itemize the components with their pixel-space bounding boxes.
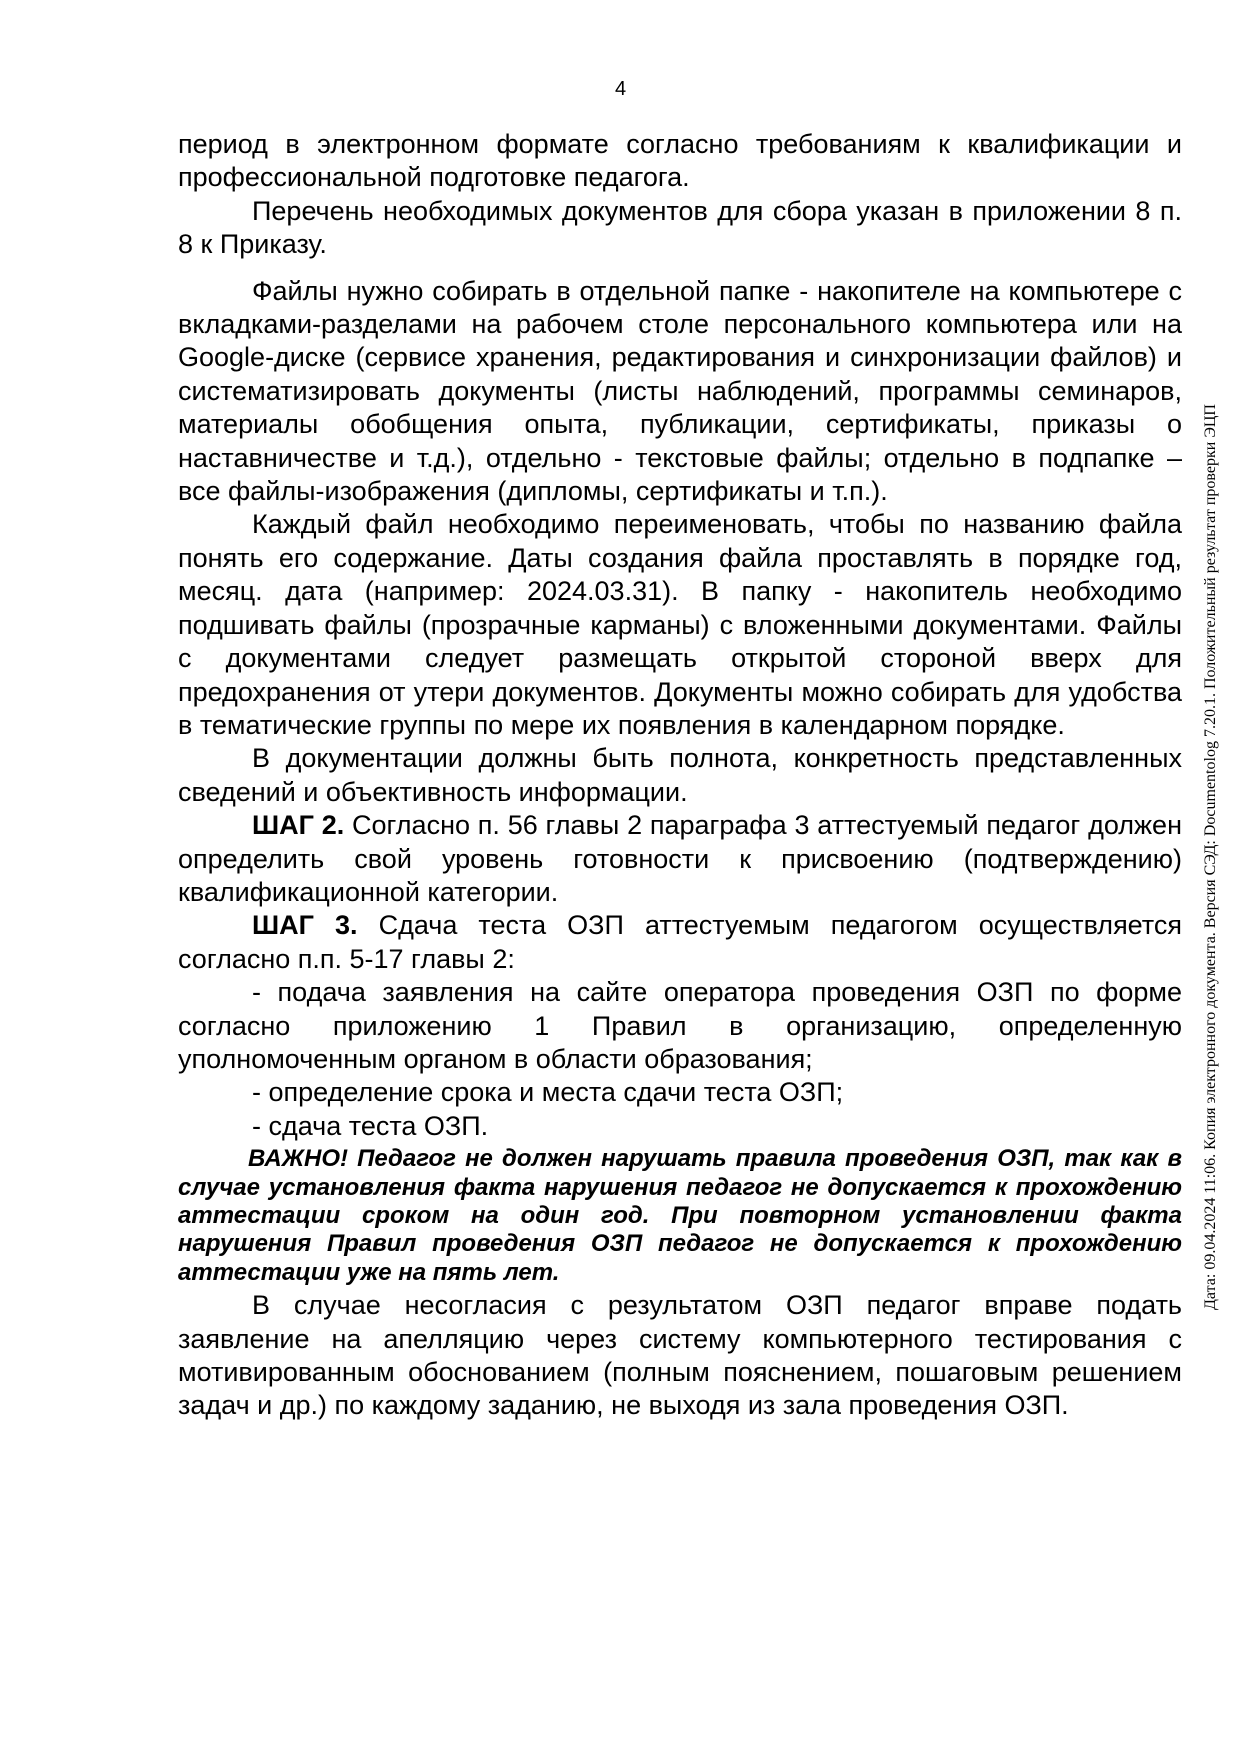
step-2-text: Согласно п. 56 главы 2 параграфа 3 аттестуемый педагог должен определить свой уровень готовности к присвоению (подтверждению) квалификационной категории.: [178, 810, 1182, 907]
list-item: - определение срока и места сдачи теста ОЗП;: [252, 1077, 844, 1108]
step-3-label: ШАГ 3.: [252, 910, 358, 941]
paragraph-documentation-completeness: В документации должны быть полнота, конкретность представленных сведений и объективность информации.: [178, 743, 1182, 807]
step-3-text: Сдача теста ОЗП аттестуемым педагогом осуществляется согласно п.п. 5-17 главы 2:: [178, 910, 1182, 974]
paragraph-step-2: [178, 809, 1182, 909]
paragraph-files-folder: Файлы нужно собирать в отдельной папке - накопителе на компьютере с вкладками-разделами на рабочем столе персонального компьютера или на Google-диске (сервисе хранения, редактирования и синхронизации файлов) и систематизировать документы (листы наблюдений, программы семинаров, материалы обобщения опыта, публикации, сертификаты, приказы о наставничестве и т.д.), отдельно - текстовые файлы; отдельно в подпапке – все файлы-изображения (дипломы, сертификаты и т.п.).: [178, 275, 1182, 507]
edoc-verification-stamp: Дата: 09.04.2024 11:06. Копия электронного документа. Версия СЭД: Documentolog 7.20.1. Положительный результат проверки ЭЦП: [1202, 404, 1219, 1310]
paragraph-step-3: [178, 909, 1182, 976]
paragraph-file-naming: Каждый файл необходимо переименовать, чтобы по названию файла понять его содержание. Даты создания файла проставлять в порядке год, месяц. дата (например: 2024.03.31). В папку - накопитель необходимо подшивать файлы (прозрачные карманы) с вложенными документами. Файлы с документами следует размещать открытой стороной вверх для предохранения от утери документов. Документы можно собирать для удобства в тематические группы по мере их появления в календарном порядке.: [178, 509, 1182, 740]
paragraph-appeal: В случае несогласия с результатом ОЗП педагог вправе подать заявление на апелляцию через систему компьютерного тестирования с мотивированным обоснованием (полным пояснением, пошаговым решением задач и др.) по каждому заданию, не выходя из зала проведения ОЗП.: [178, 1290, 1182, 1421]
important-notice: ВАЖНО! Педагог не должен нарушать правила проведения ОЗП, так как в случае установления факта нарушения педагог не допускается к прохождению аттестации сроком на один год. При повторном установлении факта нарушения Правил проведения ОЗП педагог не допускается к прохождению аттестации уже на пять лет.: [178, 1145, 1182, 1286]
document-body: [178, 128, 1182, 1423]
step-2-label: ШАГ 2.: [252, 810, 345, 841]
list-item: - сдача теста ОЗП.: [252, 1110, 489, 1141]
page-number: 4: [614, 78, 627, 100]
paragraph-document-list: Перечень необходимых документов для сбора указан в приложении 8 п. 8 к Приказу.: [178, 195, 1182, 260]
paragraph-continuation: период в электронном формате согласно требованиям к квалификации и профессиональной подготовке педагога.: [178, 129, 1182, 193]
list-item: - подача заявления на сайте оператора проведения ОЗП по форме согласно приложению 1 Правил в организацию, определенную уполномоченным органом в области образования;: [178, 977, 1182, 1074]
